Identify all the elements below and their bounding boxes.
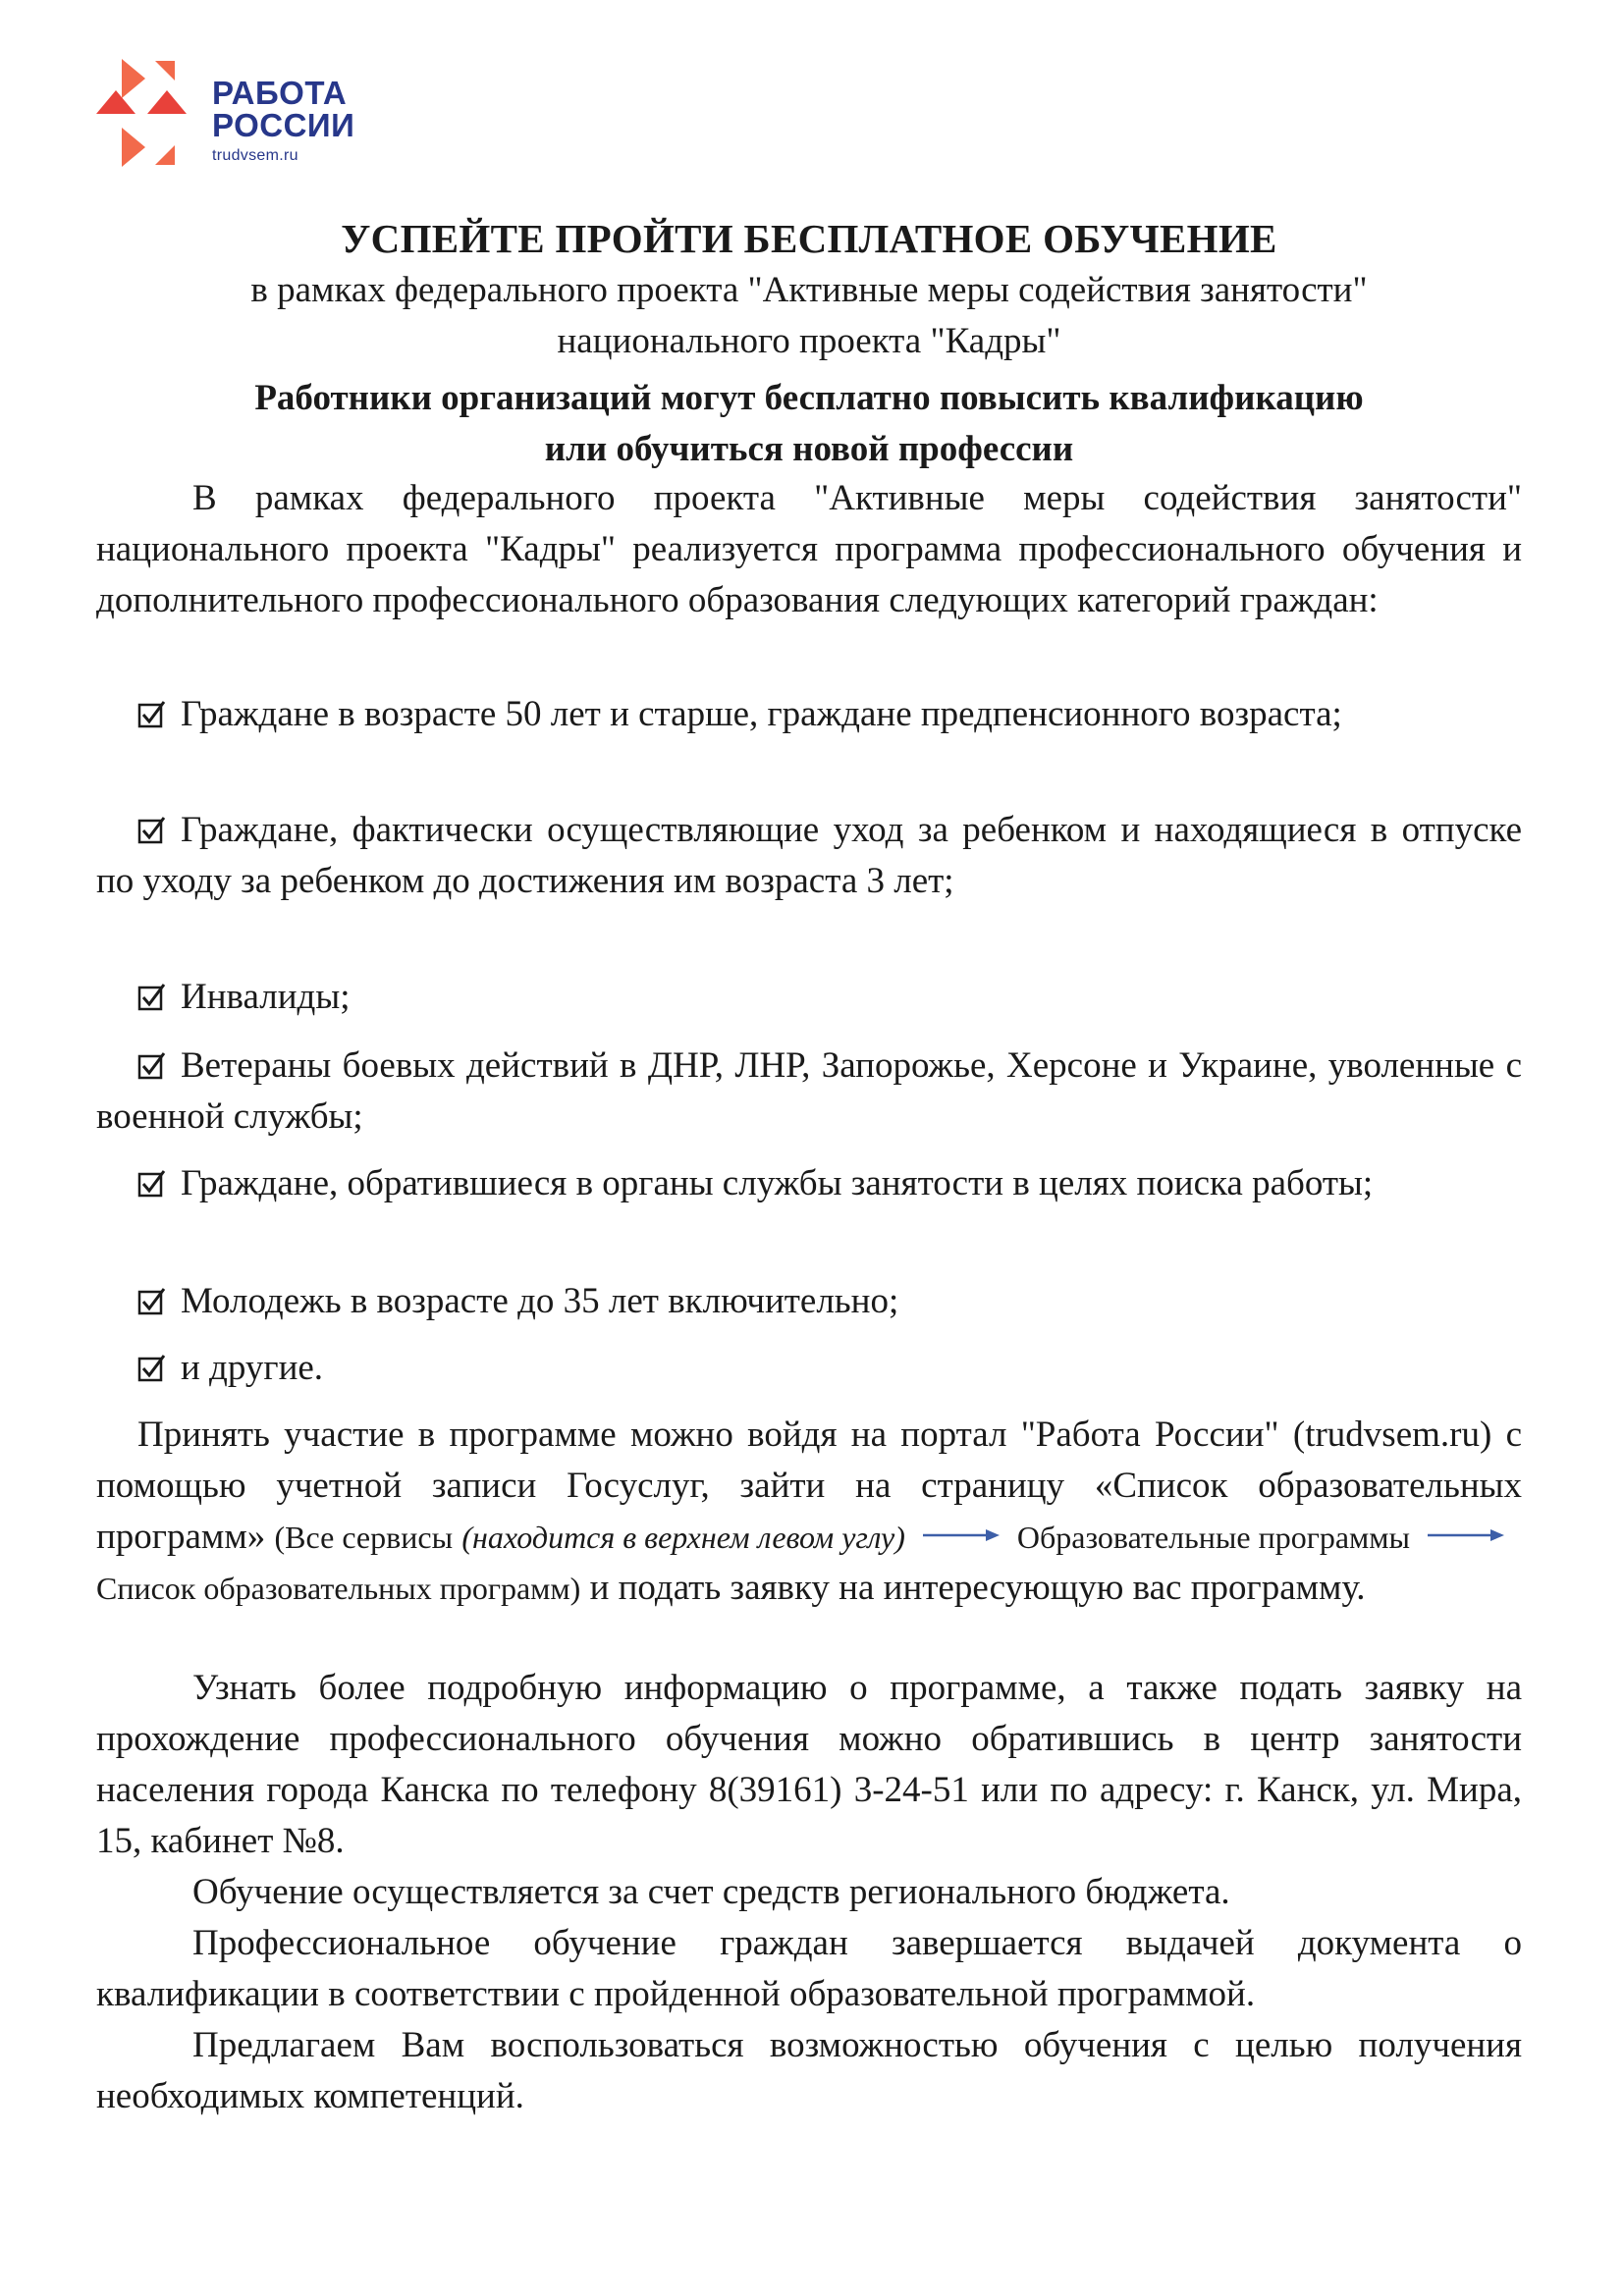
note-all-services: (Все сервисы — [274, 1520, 454, 1555]
logo-mark-icon — [96, 59, 204, 167]
category-item — [96, 972, 1522, 1023]
category-text: Инвалиды; — [181, 977, 351, 1017]
logo-line-1: РАБОТА — [212, 75, 348, 111]
note-step-educational-programs: Образовательные программы — [1016, 1520, 1411, 1555]
category-item — [96, 1343, 1522, 1394]
checked-box-icon — [137, 1286, 167, 1315]
certificate-paragraph: Профессиональное обучение граждан завершается выдачей документа о квалификации в соответствии с пройденной образовательной программой. — [96, 1923, 1522, 2014]
logo-line-2: РОССИИ — [212, 107, 355, 143]
right-arrow-icon — [1428, 1528, 1504, 1542]
category-text: и другие. — [181, 1348, 324, 1388]
checked-box-icon — [137, 982, 167, 1011]
page-title: УСПЕЙТЕ ПРОЙТИ БЕСПЛАТНОЕ ОБУЧЕНИЕ — [341, 216, 1277, 261]
participation-paragraph — [96, 1410, 1522, 1614]
category-item — [96, 1158, 1522, 1209]
sub-heading — [96, 373, 1522, 475]
funding-paragraph: Обучение осуществляется за счет средств регионального бюджета. — [192, 1872, 1230, 1912]
category-item — [96, 689, 1522, 740]
right-arrow-icon — [923, 1528, 1000, 1542]
trudvsem-logo — [96, 59, 371, 167]
sub-heading-line-1: Работники организаций могут бесплатно повысить квалификацию — [254, 378, 1364, 418]
subtitle-line-2: национального проекта "Кадры" — [557, 321, 1061, 361]
checked-box-icon — [137, 815, 167, 844]
checked-box-icon — [137, 1050, 167, 1080]
sub-heading-line-2: или обучиться новой профессии — [544, 429, 1074, 469]
checked-box-icon — [137, 1168, 167, 1198]
subtitle-line-1: в рамках федерального проекта "Активные меры содействия занятости" — [250, 270, 1368, 310]
category-item — [96, 1041, 1522, 1143]
category-text: Граждане, обратившиеся в органы службы занятости в целях поиска работы; — [181, 1163, 1374, 1203]
contact-paragraph: Узнать более подробную информацию о программе, а также подать заявку на прохождение профессионального обучения можно обратившись в центр занятости населения города Канска по телефону 8(39161) 3-24-51 или по адресу: г. Канск, ул. Мира, 15, кабинет №8. — [96, 1668, 1522, 1861]
category-text: Граждане, фактически осуществляющие уход за ребенком и находящиеся в отпуске по уходу за ребенком до достижения им возраста 3 лет; — [96, 810, 1522, 901]
category-text: Молодежь в возрасте до 35 лет включительно; — [181, 1281, 899, 1321]
closing-paragraph: Предлагаем Вам воспользоваться возможностью обучения с целью получения необходимых компетенций. — [96, 2025, 1522, 2116]
participation-end: и подать заявку на интересующую вас программу. — [589, 1568, 1366, 1608]
category-text: Ветераны боевых действий в ДНР, ЛНР, Запорожье, Херсоне и Украине, уволенные с военной службы; — [96, 1045, 1522, 1137]
logo-text — [212, 77, 354, 165]
note-location: (находится в верхнем левом углу) — [461, 1520, 905, 1555]
category-text: Граждане в возрасте 50 лет и старше, граждане предпенсионного возраста; — [181, 694, 1342, 734]
intro-paragraph: В рамках федерального проекта "Активные меры содействия занятости" национального проекта "Кадры" реализуется программа профессионального обучения и дополнительного профессионального образования следующих категорий граждан: — [96, 478, 1522, 620]
logo-url: trudvsem.ru — [212, 147, 298, 164]
category-item — [96, 1276, 1522, 1327]
checked-box-icon — [137, 1353, 167, 1382]
checked-box-icon — [137, 699, 167, 728]
subtitle — [96, 265, 1522, 367]
category-item — [96, 805, 1522, 907]
note-step-program-list: Список образовательных программ) — [96, 1571, 581, 1606]
participation-text: Принять участие в программе можно войдя на портал "Работа России" (trudvsem.ru) с помощью учетной записи Госуслуг, зайти на страницу «Список образовательных программ» — [96, 1415, 1522, 1557]
